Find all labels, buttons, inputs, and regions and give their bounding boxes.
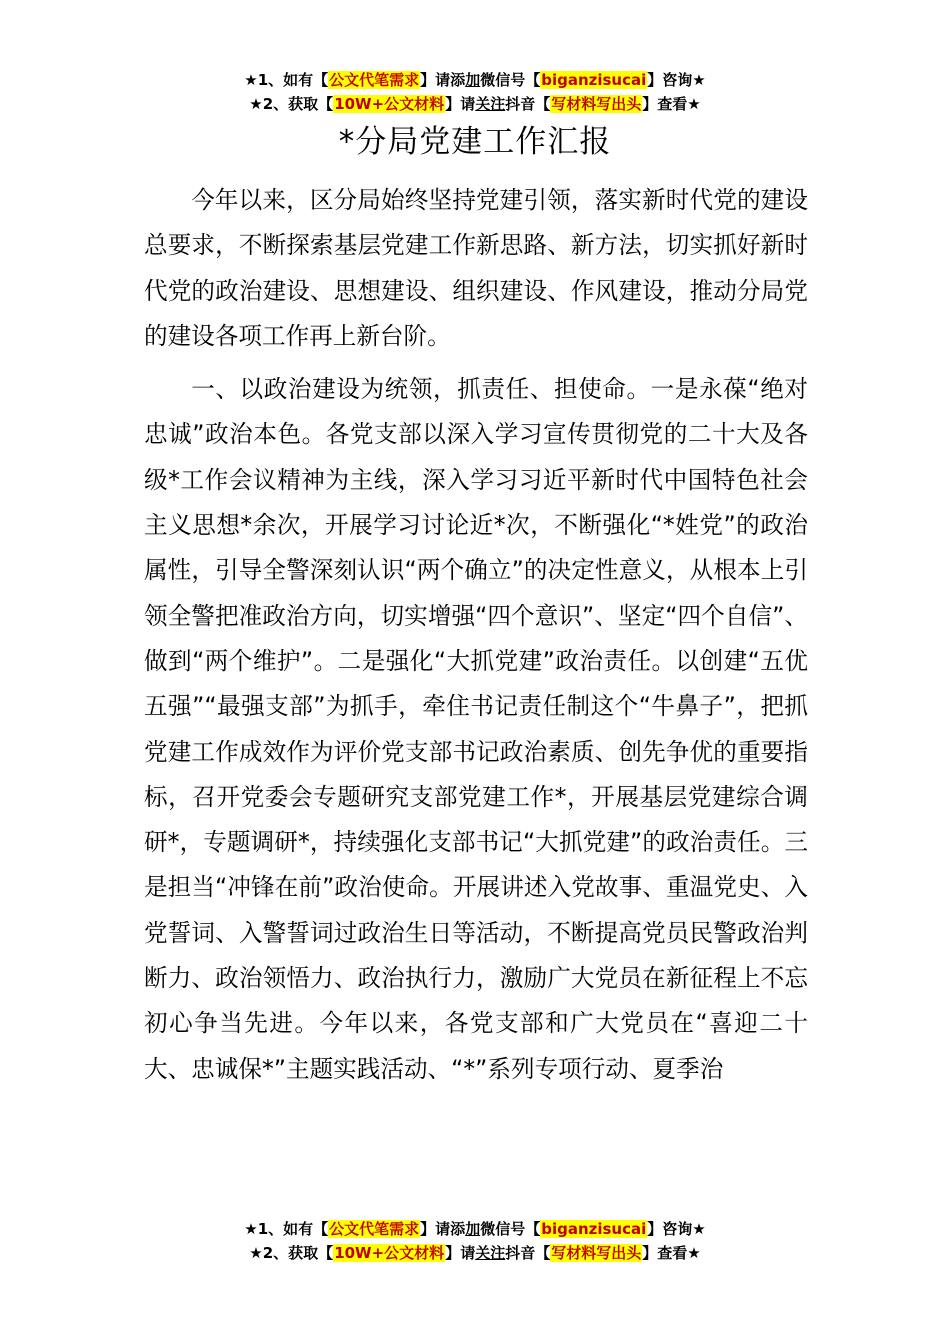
- notice-underlined-text: 加: [465, 1220, 481, 1238]
- notice-highlight: 写材料写出头: [551, 95, 642, 113]
- notice-highlight: 10W+公文材料: [334, 1244, 445, 1262]
- footer-notice: [0, 1217, 950, 1265]
- notice-text: 】请: [445, 95, 476, 113]
- notice-underlined-text: 加: [465, 71, 481, 89]
- paragraph-intro: 今年以来，区分局始终坚持党建引领，落实新时代党的建设总要求，不断探索基层党建工作新思路、新方法，切实抓好新时代党的政治建设、思想建设、组织建设、作风建设，推动分局党的建设各项工作再上新台阶。: [144, 186, 808, 350]
- notice-text: ★2、获取【: [249, 1244, 334, 1262]
- notice-text: ★1、如有【: [244, 1220, 329, 1238]
- notice-text: 微信号【: [480, 1220, 541, 1238]
- notice-text: 】请添: [420, 71, 466, 89]
- notice-highlight: 公文代笔需求: [329, 1220, 420, 1238]
- notice-text: 微信号【: [480, 71, 541, 89]
- notice-text: ★1、如有【: [244, 71, 329, 89]
- notice-text: 】咨询★: [647, 71, 706, 89]
- notice-highlight: 公文代笔需求: [329, 71, 420, 89]
- header-notice-line-1: [0, 68, 950, 92]
- notice-highlight: 写材料写出头: [551, 1244, 642, 1262]
- notice-text: 】请添: [420, 1220, 466, 1238]
- document-body: [144, 178, 808, 1092]
- notice-text: 】咨询★: [647, 1220, 706, 1238]
- notice-underlined-text: 关注: [475, 95, 506, 113]
- notice-underlined-text: 关注: [475, 1244, 506, 1262]
- header-notice-line-2: [0, 92, 950, 116]
- notice-text: 】请: [445, 1244, 476, 1262]
- notice-highlight: biganzisucai: [541, 71, 647, 89]
- footer-notice-line-2: [0, 1241, 950, 1265]
- notice-text: 抖音【: [505, 95, 551, 113]
- document-title: *分局党建工作汇报: [338, 124, 612, 160]
- notice-highlight: 10W+公文材料: [334, 95, 445, 113]
- notice-text: ★2、获取【: [249, 95, 334, 113]
- footer-notice-line-1: [0, 1217, 950, 1241]
- notice-text: 抖音【: [505, 1244, 551, 1262]
- notice-text: 】查看★: [642, 1244, 701, 1262]
- notice-text: 】查看★: [642, 95, 701, 113]
- paragraph-political-construction: 一、以政治建设为统领，抓责任、担使命。一是永葆“绝对忠诚”政治本色。各党支部以深入学习宣传贯彻党的二十大及各级*工作会议精神为主线，深入学习习近平新时代中国特色社会主义思想*余次，开展学习讨论近*次，不断强化“*姓党”的政治属性，引导全警深刻认识“两个确立”的决定性意义，从根本上引领全警把准政治方向，切实增强“四个意识”、坚定“四个自信”、做到“两个维护”。二是强化“大抓党建”政治责任。以创建“五优五强”“最强支部”为抓手，牵住书记责任制这个“牛鼻子”，把抓党建工作成效作为评价党支部书记政治素质、创先争优的重要指标，召开党委会专题研究支部党建工作*，开展基层党建综合调研*，专题调研*，持续强化支部书记“大抓党建”的政治责任。三是担当“冲锋在前”政治使命。开展讲述入党故事、重温党史、入党誓词、入警誓词过政治生日等活动，不断提高党员民警政治判断力、政治领悟力、政治执行力，激励广大党员在新征程上不忘初心争当先进。今年以来，各党支部和广大党员在“喜迎二十大、忠诚保*”主题实践活动、“*”系列专项行动、夏季治: [144, 375, 808, 1083]
- notice-highlight: biganzisucai: [541, 1220, 647, 1238]
- header-notice: [0, 68, 950, 116]
